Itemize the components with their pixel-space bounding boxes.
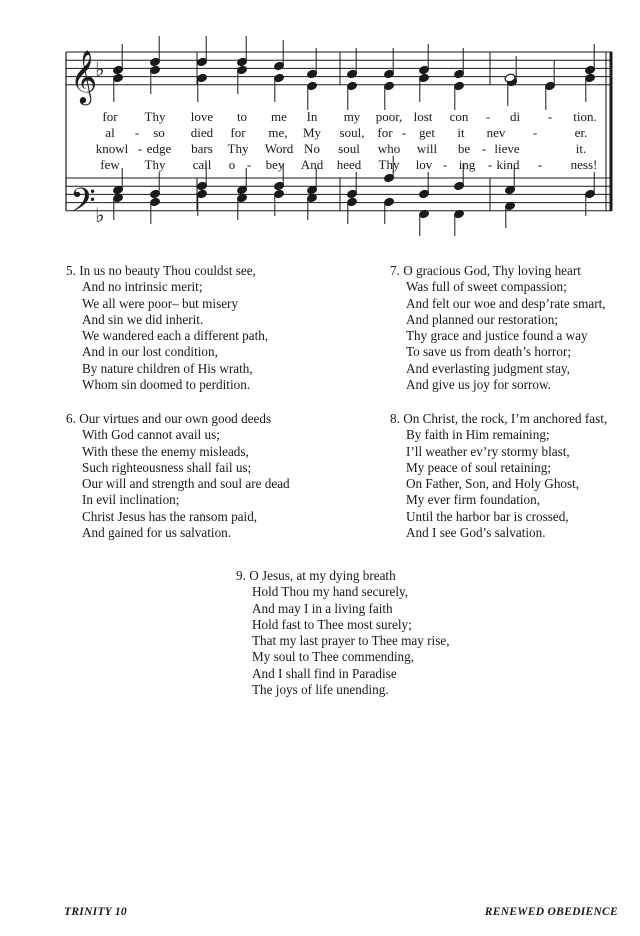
stanza-line: 5. In us no beauty Thou couldst see, <box>66 263 256 278</box>
lyric-syllable: Thy <box>227 141 249 156</box>
lyric-syllable: ness! <box>570 157 598 172</box>
stanza-line: And I see God’s salvation. <box>406 525 546 541</box>
treble-clef-icon: 𝄞 <box>70 49 98 103</box>
lyric-syllable: No <box>304 141 320 156</box>
stanza-line: Such righteousness shall fail us; <box>82 459 252 475</box>
lyric-syllable: Thy <box>144 157 166 172</box>
lyric-syllable: soul, <box>339 125 365 140</box>
stanza-line: And planned our restoration; <box>406 311 558 327</box>
stanza-line: My peace of soul retaining; <box>406 459 552 475</box>
lyric-syllable: di <box>509 109 521 124</box>
bass-clef-icon: 𝄢 <box>70 182 96 228</box>
lyric-syllable: In <box>306 109 318 124</box>
lyric-syllable: my <box>343 109 361 124</box>
lyric-syllable: ing <box>458 157 476 172</box>
lyric-syllable: who <box>377 141 401 156</box>
lyric-syllable: tion. <box>573 109 597 124</box>
stanza-9 <box>236 568 450 698</box>
lyric-syllable: And <box>300 157 324 172</box>
lyric-syllable: - <box>246 157 252 172</box>
lyric-syllable: bey <box>265 157 285 172</box>
lyric-syllable: - <box>442 157 448 172</box>
lyric-syllable: love <box>190 109 214 124</box>
lyric-syllable: - <box>485 109 491 124</box>
lyric-syllable: so <box>153 125 165 140</box>
lyric-syllable: o <box>228 157 236 172</box>
lyric-syllable: be <box>457 141 471 156</box>
lyric-syllable: poor, <box>375 109 403 124</box>
stanza-line: 6. Our virtues and our own good deeds <box>66 411 272 426</box>
lyric-syllable: for <box>230 125 246 140</box>
stanza-line: Hold fast to Thee most surely; <box>252 616 412 632</box>
stanza-line: And give us joy for sorrow. <box>406 377 551 393</box>
lyric-syllable: lov <box>415 157 433 172</box>
lyric-syllable: Thy <box>144 109 166 124</box>
lyric-syllable: My <box>302 125 322 140</box>
lyric-syllable: soul <box>338 141 360 156</box>
stanza-line: Christ Jesus has the ransom paid, <box>82 508 258 524</box>
stanza-line: With these the enemy misleads, <box>82 443 249 459</box>
lyric-line-2 <box>0 125 640 141</box>
stanza-8 <box>390 411 607 541</box>
stanza-line: The joys of life unending. <box>252 682 389 698</box>
lyric-syllable: - <box>134 125 140 140</box>
stanza-5 <box>66 263 268 393</box>
lyric-syllable: - <box>547 109 553 124</box>
lyric-syllable: Thy <box>378 157 400 172</box>
lyric-syllable: - <box>137 141 143 156</box>
stanza-line: On Father, Son, and Holy Ghost, <box>406 476 580 492</box>
stanza-line: And sin we did inherit. <box>82 311 204 327</box>
stanza-line: And I shall find in Paradise <box>252 665 397 681</box>
stanza-line: 7. O gracious God, Thy loving heart <box>390 263 581 278</box>
lyric-syllable: will <box>416 141 438 156</box>
lyric-line-4 <box>0 157 640 173</box>
lyric-syllable: con <box>449 109 469 124</box>
stanza-line: Until the harbor bar is crossed, <box>406 508 569 524</box>
stanza-line: Hold Thou my hand securely, <box>252 584 409 600</box>
stanza-line: Whom sin doomed to perdition. <box>82 377 251 393</box>
lyric-line-1 <box>0 109 640 125</box>
stanza-line: And may I in a living faith <box>252 600 393 616</box>
lyric-syllable: it <box>457 125 465 140</box>
lyric-syllable: bars <box>191 141 213 156</box>
stanza-line: And everlasting judgment stay, <box>406 360 570 376</box>
lyric-syllable: for <box>102 109 118 124</box>
lyric-syllable: me <box>271 109 287 124</box>
lyric-syllable: al <box>105 125 115 140</box>
stanza-line: We all were poor– but misery <box>82 295 239 311</box>
lyric-syllable: - <box>532 125 538 140</box>
stanza-line: In evil inclination; <box>82 492 180 508</box>
stanza-line: By nature children of His wrath, <box>82 360 253 376</box>
lyric-syllable: for <box>377 125 393 140</box>
lyric-syllable: edge <box>146 141 172 156</box>
lyric-syllable: few <box>100 157 120 172</box>
lyric-syllable: call <box>192 157 212 172</box>
stanza-line: 8. On Christ, the rock, I’m anchored fast, <box>390 411 608 426</box>
lyric-syllable: to <box>236 109 248 124</box>
bass-flat-key-signature: ♭ <box>95 205 105 227</box>
lyric-syllable: - <box>401 125 407 140</box>
stanza-line: Was full of sweet compassion; <box>406 279 567 295</box>
lyric-syllable: - <box>487 157 493 172</box>
stanza-6 <box>66 411 290 541</box>
lyric-syllable: lieve <box>494 141 520 156</box>
lyric-line-3 <box>0 141 640 157</box>
lyric-syllable: died <box>190 125 214 140</box>
stanza-line: And felt our woe and desp’rate smart, <box>406 295 606 311</box>
stanza-line: My ever firm foundation, <box>406 492 541 508</box>
lyric-syllable: me, <box>268 125 288 140</box>
stanza-line: And gained for us salvation. <box>82 525 232 541</box>
stanza-line: We wandered each a different path, <box>82 328 269 344</box>
footer-left: TRINITY 10 <box>64 906 127 918</box>
treble-flat-key-signature: ♭ <box>95 59 105 81</box>
stanza-line: That my last prayer to Thee may rise, <box>252 633 450 649</box>
lyric-syllable: heed <box>336 157 362 172</box>
lyric-syllable: Word <box>264 141 294 156</box>
lyric-syllable: knowl <box>95 141 129 156</box>
stanza-line: To save us from death’s horror; <box>406 344 571 360</box>
lyric-syllable: er. <box>574 125 588 140</box>
stanza-line: And no intrinsic merit; <box>82 279 203 295</box>
stanza-line: By faith in Him remaining; <box>406 427 550 443</box>
stanza-line: With God cannot avail us; <box>82 427 220 443</box>
stanza-line: Our will and strength and soul are dead <box>82 476 290 492</box>
stanza-line: 9. O Jesus, at my dying breath <box>236 568 396 583</box>
stanza-line: My soul to Thee commending, <box>252 649 415 665</box>
footer-right: RENEWED OBEDIENCE <box>484 906 618 918</box>
lyric-syllable: get <box>419 125 435 140</box>
lyric-syllable: nev <box>486 125 506 140</box>
lyric-syllable: lost <box>413 109 433 124</box>
lyric-syllable: - <box>537 157 543 172</box>
stanza-line: And in our lost condition, <box>82 344 218 360</box>
stanza-7 <box>390 263 606 393</box>
lyric-syllable: it. <box>575 141 587 156</box>
lyric-syllable: kind <box>496 157 520 172</box>
stanza-line: I’ll weather ev’ry stormy blast, <box>406 443 570 459</box>
lyric-syllable: - <box>481 141 487 156</box>
stanza-line: Thy grace and justice found a way <box>406 328 588 344</box>
